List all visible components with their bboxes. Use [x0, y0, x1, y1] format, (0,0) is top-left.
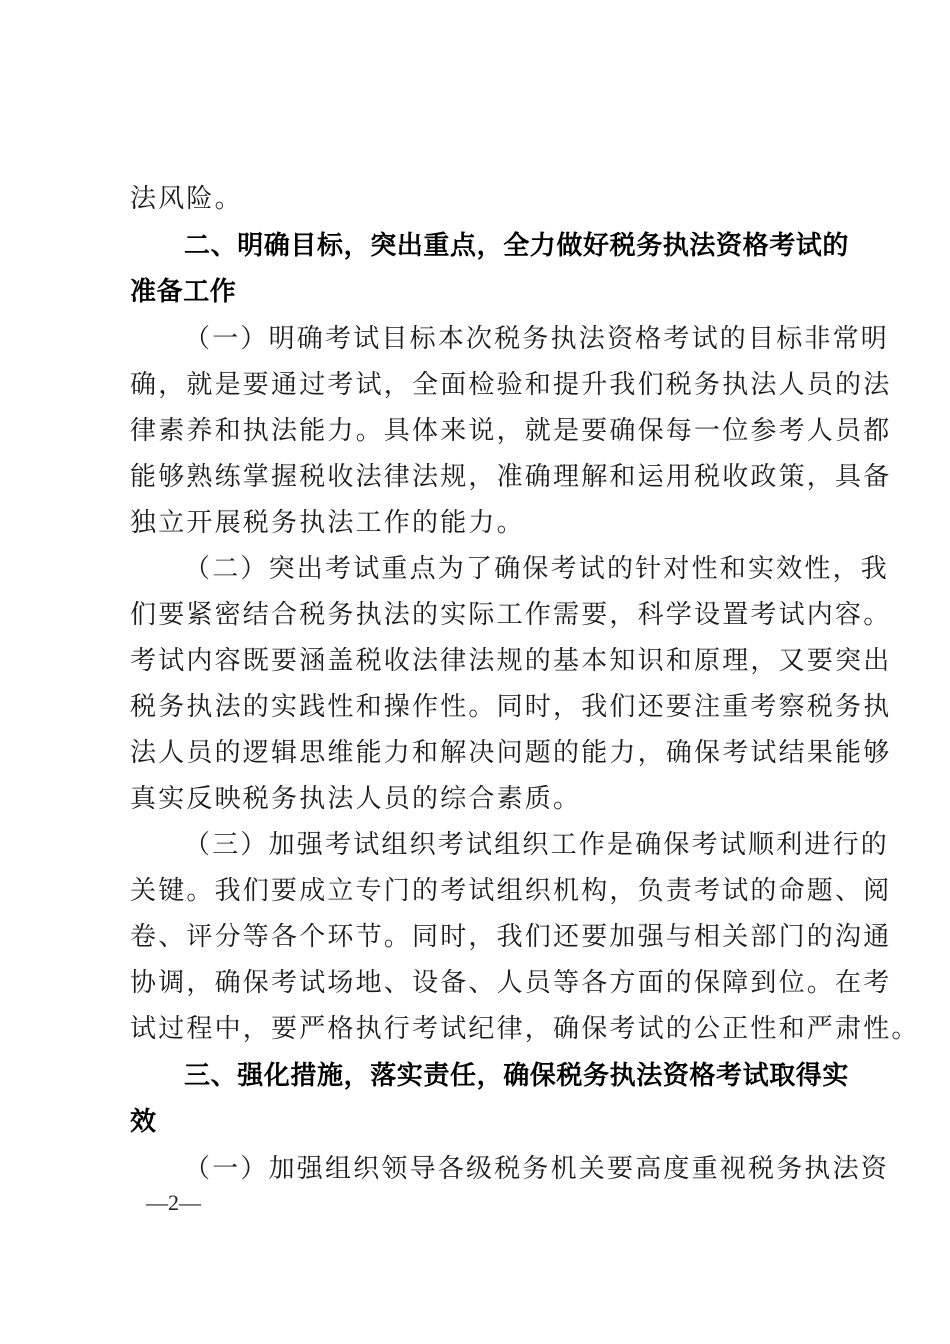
paragraph-2-2-line: 法人员的逻辑思维能力和解决问题的能力，确保考试结果能够 [130, 738, 892, 768]
section-heading-2-line-2: 准备工作 [130, 277, 237, 307]
paragraph-2-1-line: 律素养和执法能力。具体来说，就是要确保每一位参考人员都 [130, 416, 892, 446]
paragraph-2-3-line: 试过程中，要严格执行考试纪律，确保考试的公正性和严肃性。 [130, 1014, 920, 1044]
page-number: —2— [146, 1190, 201, 1215]
paragraph-2-3-line: （三）加强考试组织考试组织工作是确保考试顺利进行的 [184, 830, 890, 860]
paragraph-2-2-line: 真实反映税务执法人员的综合素质。 [130, 784, 582, 814]
paragraph-2-2-line: 税务执法的实践性和操作性。同时，我们还要注重考察税务执 [130, 692, 892, 722]
paragraph-2-2-line: （二）突出考试重点为了确保考试的针对性和实效性，我 [184, 554, 890, 584]
paragraph-2-1-line: 确，就是要通过考试，全面检验和提升我们税务执法人员的法 [130, 370, 892, 400]
paragraph-3-1-line: （一）加强组织领导各级税务机关要高度重视税务执法资 [184, 1154, 890, 1184]
paragraph-2-3-line: 卷、评分等各个环节。同时，我们还要加强与相关部门的沟通 [130, 922, 892, 952]
section-heading-3-line-2: 效 [130, 1107, 157, 1137]
section-heading-3-line-1: 三、强化措施，落实责任，确保税务执法资格考试取得实 [184, 1061, 850, 1091]
paragraph-2-2-line: 们要紧密结合税务执法的实际工作需要，科学设置考试内容。 [130, 600, 892, 630]
paragraph-line: 法风险。 [130, 184, 243, 214]
paragraph-2-3-line: 关键。我们要成立专门的考试组织机构，负责考试的命题、阅 [130, 876, 892, 906]
paragraph-2-2-line: 考试内容既要涵盖税收法律法规的基本知识和原理，又要突出 [130, 646, 892, 676]
section-heading-2-line-1: 二、明确目标，突出重点，全力做好税务执法资格考试的 [184, 231, 850, 261]
paragraph-2-3-line: 协调，确保考试场地、设备、人员等各方面的保障到位。在考 [130, 968, 892, 998]
paragraph-2-1-line: 能够熟练掌握税收法律法规，准确理解和运用税收政策，具备 [130, 462, 892, 492]
paragraph-2-1-line: （一）明确考试目标本次税务执法资格考试的目标非常明 [184, 324, 890, 354]
paragraph-2-1-line: 独立开展税务执法工作的能力。 [130, 508, 525, 538]
